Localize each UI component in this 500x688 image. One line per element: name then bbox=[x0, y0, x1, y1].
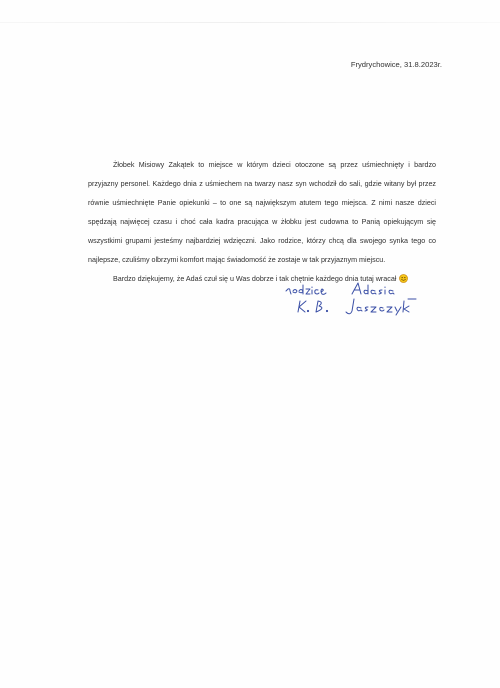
place-and-date: Frydrychowice, 31.8.2023r. bbox=[350, 60, 442, 69]
letter-paragraph-2: Bardzo dziękujemy, że Adaś czuł się u Was dobrze i tak chętnie każdego dnia tutaj wracał bbox=[113, 275, 397, 283]
handwritten-signature bbox=[280, 279, 430, 319]
letter-paragraph-1: Żłobek Misiowy Zakątek to miejsce w którym dzieci otoczone są przez uśmiechnięty i bardzo przyjazny personel. Każdego dnia z uśmiechem na twarzy nasz syn wchodził do sali, gdzie witany był przez równie uśmiechnięte Panie opiekunki – to one są największym atutem tego miejsca. Z nimi nasze dzieci spędzają najwięcej czasu i choć cała kadra pracująca w żłobku jest cudowna to Panią opiekującym się wszystkimi grupami jesteśmy najbardziej wdzięczni. Jako rodzice, którzy chcą dla swojego synka tego co najlepsze, czuliśmy olbrzymi komfort mając świadomość że zostaje w tak przyjaznym miejscu. bbox=[88, 161, 436, 264]
paper-crease bbox=[0, 22, 500, 23]
letter-body bbox=[88, 156, 436, 289]
